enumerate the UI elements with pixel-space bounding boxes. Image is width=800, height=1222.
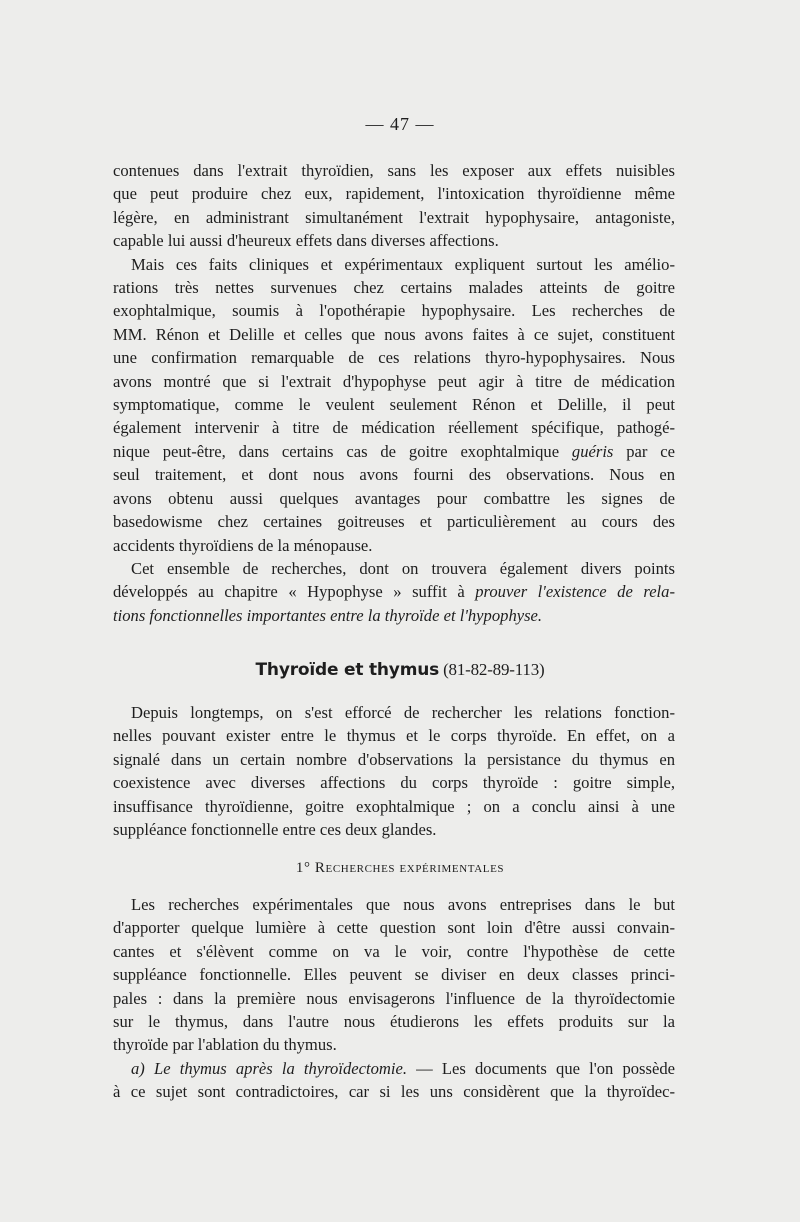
text-line: signalé dans un certain nombre d'observations la persistance du thymus en — [113, 749, 675, 769]
text-line — [113, 604, 675, 627]
text-line: légère, en administrant simultanément l'extrait hypophysaire, antagoniste, — [113, 207, 675, 227]
text-line: avons montré que si l'extrait d'hypophyse peut agir à titre de médication — [113, 371, 675, 391]
paragraph-6 — [113, 1057, 675, 1104]
text-line: d'apporter quelque lumière à cette question sont loin d'être aussi convain- — [113, 918, 675, 938]
text-block-2 — [113, 701, 675, 841]
italic-run: tions fonctionnelles importantes entre la thyroïde et l'hypophyse. — [113, 605, 543, 625]
italic-run: prouver l'existence de rela- — [475, 582, 675, 602]
text-line: à ce sujet sont contradictoires, car si les uns considèrent que la thyroïdec- — [113, 1082, 675, 1102]
subsection-heading-text: Recherches expérimentales — [314, 860, 505, 876]
text-run: — Les documents que l'on possède — [407, 1058, 675, 1078]
text-line: cantes et s'élèvent comme on va le voir, contre l'hypothèse de cette — [113, 941, 675, 961]
text-line — [113, 1057, 675, 1080]
text-run: par ce — [613, 441, 675, 461]
text-run: nique peut-être, dans certains cas de goitre exophtalmique — [113, 441, 560, 461]
text-run: développés au chapitre « Hypophyse » suffit à — [113, 582, 465, 602]
paragraph-1 — [113, 159, 675, 253]
paragraph-2 — [113, 253, 675, 557]
text-line: que peut produire chez eux, rapidement, l'intoxication thyroïdienne même — [113, 184, 675, 204]
text-line: symptomatique, comme le veulent seulement Rénon et Delille, il peut — [113, 395, 675, 415]
text-line: nelles pouvant exister entre le thymus et le corps thyroïde. En effet, on a — [113, 726, 675, 746]
text-line — [113, 580, 675, 603]
paragraph-5 — [113, 893, 675, 1057]
section-heading — [0, 660, 800, 680]
page-number: — 47 — — [365, 114, 435, 134]
text-block-1 — [113, 159, 675, 627]
text-line: suppléance fonctionnelle. Elles peuvent se diviser en deux classes princi- — [113, 965, 675, 985]
text-line: MM. Rénon et Delille et celles que nous avons faites à ce sujet, constituent — [113, 324, 675, 344]
section-heading-refs: (81-82-89-113) — [439, 660, 545, 679]
text-line: exophtalmique, soumis à l'opothérapie hypophysaire. Les recherches de — [113, 301, 675, 321]
paragraph-3 — [113, 557, 675, 627]
text-line: sur le thymus, dans l'autre nous étudierons les effets produits sur la — [113, 1012, 675, 1032]
text-block-3 — [113, 893, 675, 1104]
text-line: une confirmation remarquable de ces relations thyro-hypophysaires. Nous — [113, 348, 675, 368]
subsection-heading — [0, 860, 800, 877]
text-line: également intervenir à titre de médication réellement spécifique, pathogé- — [113, 418, 675, 438]
text-line: pales : dans la première nous envisagerons l'influence de la thyroïdectomie — [113, 988, 675, 1008]
text-line: Depuis longtemps, on s'est efforcé de rechercher les relations fonction- — [131, 703, 675, 722]
text-line: avons obtenu aussi quelques avantages pour combattre les signes de — [113, 488, 675, 508]
italic-run: a) Le thymus après la thyroïdectomie. — [131, 1058, 407, 1078]
text-line: basedowisme chez certaines goitreuses et particulièrement au cours des — [113, 512, 675, 532]
text-line: contenues dans l'extrait thyroïdien, sans les exposer aux effets nuisibles — [113, 161, 675, 180]
text-line: coexistence avec diverses affections du corps thyroïde : goitre simple, — [113, 773, 675, 793]
text-line: accidents thyroïdiens de la ménopause. — [113, 535, 373, 555]
subsection-number: 1° — [295, 860, 311, 876]
text-line: rations très nettes survenues chez certains malades atteints de goitre — [113, 278, 675, 298]
text-line: insuffisance thyroïdienne, goitre exophtalmique ; on a conclu ainsi à une — [113, 796, 675, 816]
text-line: suppléance fonctionnelle entre ces deux glandes. — [113, 820, 437, 840]
paragraph-4 — [113, 701, 675, 841]
text-line: seul traitement, et dont nous avons fourni des observations. Nous en — [113, 465, 675, 485]
text-line — [113, 440, 675, 463]
text-line: Les recherches expérimentales que nous avons entreprises dans le but — [131, 895, 675, 914]
italic-run: guéris — [571, 441, 614, 461]
section-heading-text: Thyroïde et thymus — [255, 660, 440, 680]
text-line: thyroïde par l'ablation du thymus. — [113, 1035, 337, 1055]
text-line: Mais ces faits cliniques et expérimentaux expliquent surtout les amélio- — [131, 254, 675, 274]
text-line: Cet ensemble de recherches, dont on trouvera également divers points — [131, 558, 675, 578]
text-line: capable lui aussi d'heureux effets dans diverses affections. — [113, 231, 499, 251]
